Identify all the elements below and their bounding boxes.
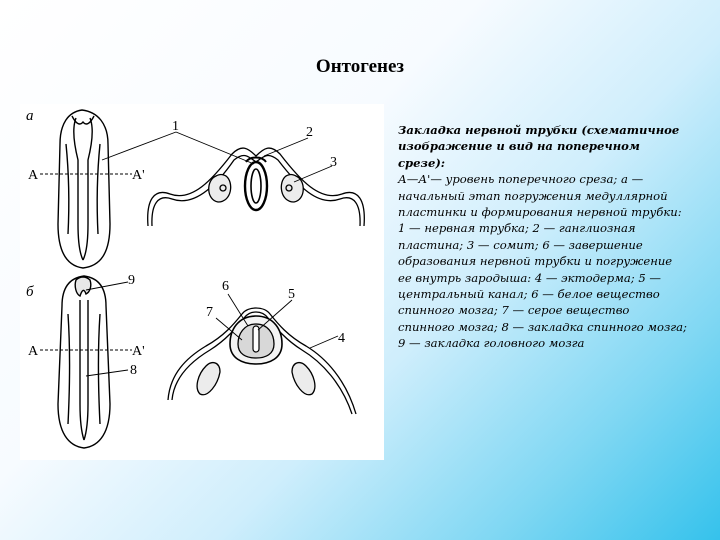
panel-b-label: б (26, 284, 34, 300)
label-2: 2 (306, 125, 313, 140)
figure-caption (398, 122, 688, 352)
label-8: 8 (130, 363, 137, 378)
section-label-right-a: А' (132, 168, 145, 183)
panel-a-label: а (26, 108, 34, 124)
embryo-b-top-view (58, 276, 110, 448)
caption-title: Закладка нервной трубки (схематичное изображение и вид на поперечном срезе): (398, 123, 680, 170)
embryo-diagram (20, 104, 384, 460)
section-label-right-b: А' (132, 344, 145, 359)
cross-section-b (168, 308, 356, 414)
label-5: 5 (288, 287, 295, 302)
label-9: 9 (128, 273, 135, 288)
section-label-left-b: А (28, 344, 39, 359)
leader-lines-b (86, 282, 338, 376)
label-4: 4 (338, 331, 345, 346)
section-label-left-a: А (28, 168, 39, 183)
label-3: 3 (330, 155, 337, 170)
label-1: 1 (172, 119, 179, 134)
label-6: 6 (222, 279, 229, 294)
slide-title: Онтогенез (315, 56, 405, 77)
caption-body: А—А'— уровень поперечного среза; а — начальный этап погружения медуллярной пластинки и формирования нервной трубки: 1 — нервная трубка; 2 — ганглиозная пластина; 3 — сомит; 6 — завершение образования нервной трубки и погружение ее внутрь зародыша: 4 — эктодерма; 5 — центральный канал; 6 — белое вещество спинного мозга; 7 — серое вещество спинного мозга; 8 — закладка спинного мозга; 9 — закладка головного мозга (398, 172, 687, 351)
embryo-a-top-view (58, 110, 110, 268)
label-7: 7 (206, 305, 213, 320)
